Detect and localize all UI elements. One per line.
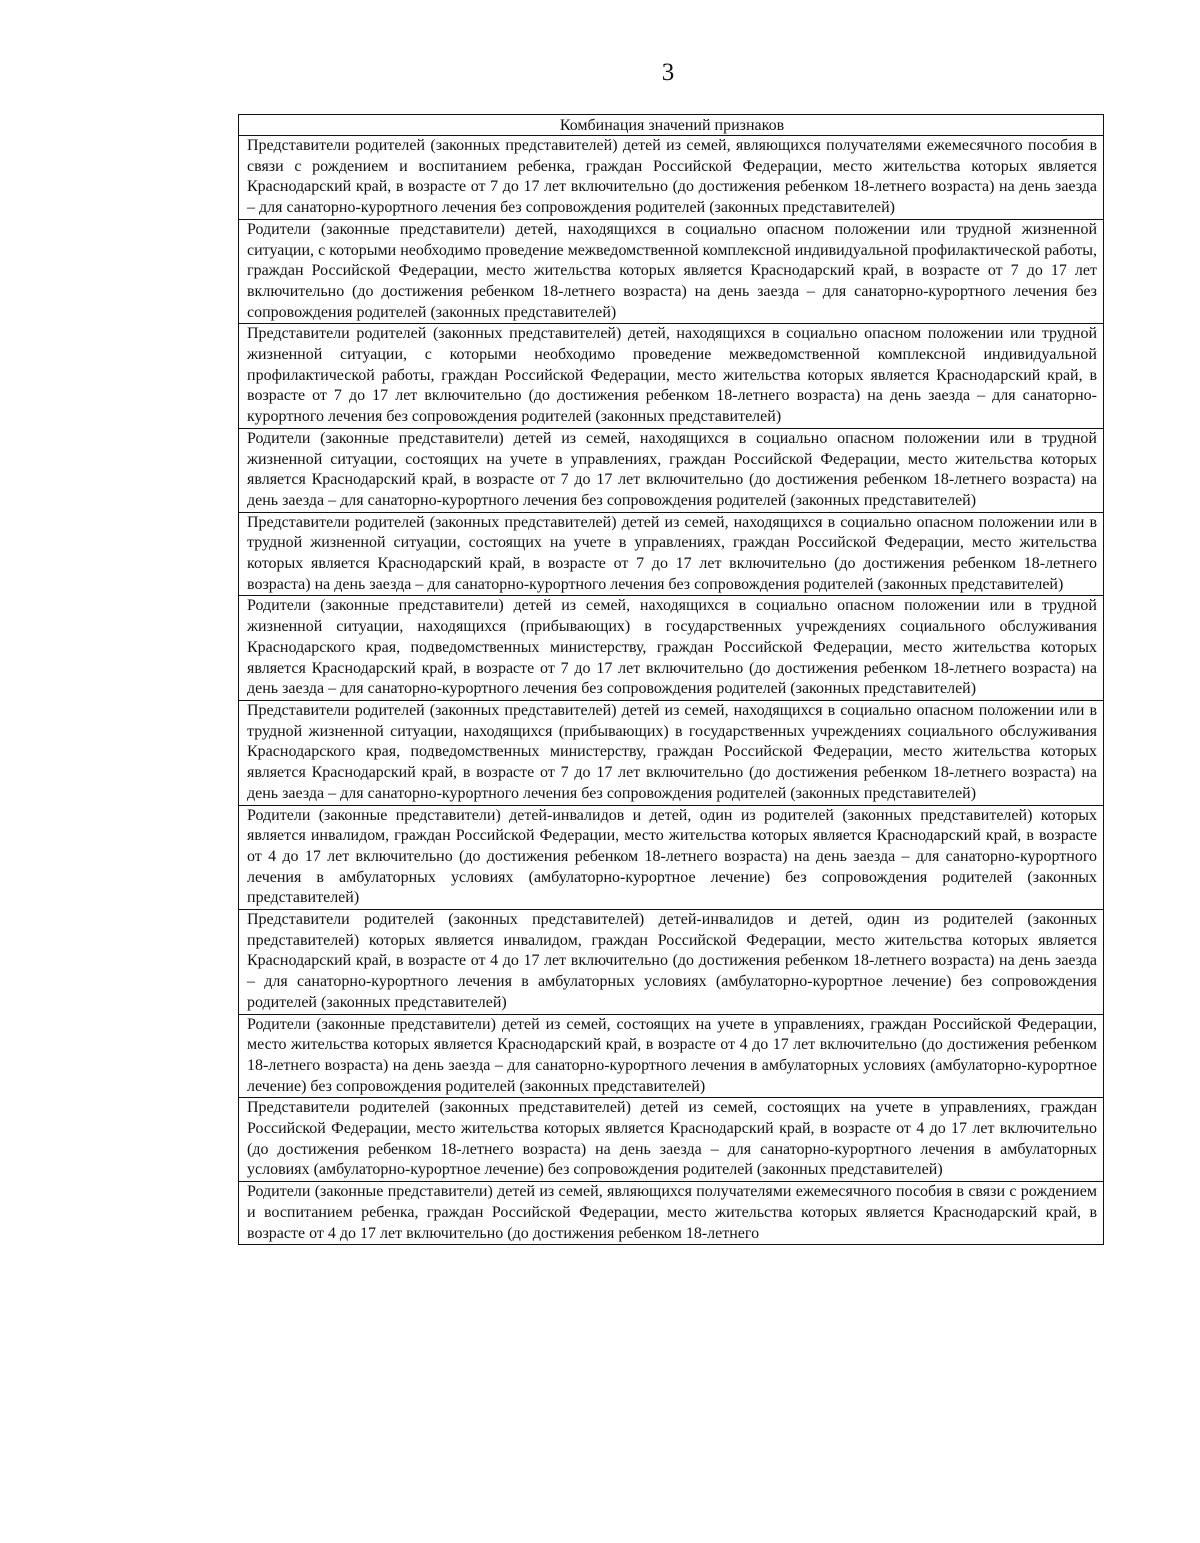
table-row: [239, 1014, 1104, 1098]
table-cell: Родители (законные представители) детей из семей, состоящих на учете в управлениях, граждан Российской Федерации, место жительства которых является Краснодарский край, в возрасте от 4 до 17 лет включительно (до достижения ребенком 18-летнего возраста) на день заезда – для санаторно-курортного лечения в амбулаторных условиях (амбулаторно-курортное лечение) без сопровождения родителей (законных представителей): [239, 1014, 1104, 1098]
page-number: 3: [661, 59, 675, 86]
table-cell: Родители (законные представители) детей-инвалидов и детей, один из родителей (законных представителей) которых является инвалидом, граждан Российской Федерации, место жительства которых является Краснодарский край, в возрасте от 4 до 17 лет включительно (до достижения ребенком 18-летнего возраста) на день заезда – для санаторно-курортного лечения в амбулаторных условиях (амбулаторно-курортное лечение) без сопровождения родителей (законных представителей): [239, 805, 1104, 910]
table-header-row: [239, 115, 1104, 136]
table-cell: Родители (законные представители) детей, находящихся в социально опасном положении или трудной жизненной ситуации, с которыми необходимо проведение межведомственной комплексной индивидуальной профилактической работы, граждан Российской Федерации, место жительства которых является Краснодарский край, в возрасте от 7 до 17 лет включительно (до достижения ребенком 18-летнего возраста) на день заезда – для санаторно-курортного лечения без сопровождения родителей (законных представителей): [239, 219, 1104, 324]
table-row: [239, 1098, 1104, 1182]
table-row: [239, 219, 1104, 324]
table-row: [239, 512, 1104, 596]
table-cell: Родители (законные представители) детей из семей, находящихся в социально опасном положении или в трудной жизненной ситуации, находящихся (прибывающих) в государственных учреждениях социального обслуживания Краснодарского края, подведомственных министерству, граждан Российской Федерации, место жительства которых является Краснодарский край, в возрасте от 7 до 17 лет включительно (до достижения ребенком 18-летнего возраста) на день заезда – для санаторно-курортного лечения без сопровождения родителей (законных представителей): [239, 596, 1104, 701]
table-cell: Представители родителей (законных представителей) детей-инвалидов и детей, один из родителей (законных представителей) которых является инвалидом, граждан Российской Федерации, место жительства которых является Краснодарский край, в возрасте от 4 до 17 лет включительно (до достижения ребенком 18-летнего возраста) на день заезда – для санаторно-курортного лечения в амбулаторных условиях (амбулаторно-курортное лечение) без сопровождения родителей (законных представителей): [239, 910, 1104, 1015]
table-row: [239, 700, 1104, 805]
criteria-table: [238, 114, 1104, 1245]
table-cell: Представители родителей (законных представителей) детей из семей, состоящих на учете в управлениях, граждан Российской Федерации, место жительства которых является Краснодарский край, в возрасте от 4 до 17 лет включительно (до достижения ребенком 18-летнего возраста) на день заезда – для санаторно-курортного лечения в амбулаторных условиях (амбулаторно-курортное лечение) без сопровождения родителей (законных представителей): [239, 1098, 1104, 1182]
table-row: [239, 428, 1104, 512]
table-cell: Представители родителей (законных представителей) детей из семей, являющихся получателями ежемесячного пособия в связи с рождением и воспитанием ребенка, граждан Российской Федерации, место жительства которых является Краснодарский край, в возрасте от 7 до 17 лет включительно (до достижения ребенком 18-летнего возраста) на день заезда – для санаторно-курортного лечения без сопровождения родителей (законных представителей): [239, 136, 1104, 220]
table-cell: Представители родителей (законных представителей) детей из семей, находящихся в социально опасном положении или в трудной жизненной ситуации, находящихся (прибывающих) в государственных учреждениях социального обслуживания Краснодарского края, подведомственных министерству, граждан Российской Федерации, место жительства которых является Краснодарский край, в возрасте от 7 до 17 лет включительно (до достижения ребенком 18-летнего возраста) на день заезда – для санаторно-курортного лечения без сопровождения родителей (законных представителей): [239, 700, 1104, 805]
table-header: Комбинация значений признаков: [239, 115, 1104, 136]
table-row: [239, 910, 1104, 1015]
table-row: [239, 1182, 1104, 1245]
table-row: [239, 136, 1104, 220]
table-cell: Родители (законные представители) детей из семей, находящихся в социально опасном положении или в трудной жизненной ситуации, состоящих на учете в управлениях, граждан Российской Федерации, место жительства которых является Краснодарский край, в возрасте от 7 до 17 лет включительно (до достижения ребенком 18-летнего возраста) на день заезда – для санаторно-курортного лечения без сопровождения родителей (законных представителей): [239, 428, 1104, 512]
table-row: [239, 805, 1104, 910]
table-cell: Представители родителей (законных представителей) детей, находящихся в социально опасном положении или трудной жизненной ситуации, с которыми необходимо проведение межведомственной комплексной индивидуальной профилактической работы, граждан Российской Федерации, место жительства которых является Краснодарский край, в возрасте от 7 до 17 лет включительно (до достижения ребенком 18-летнего возраста) на день заезда – для санаторно-курортного лечения без сопровождения родителей (законных представителей): [239, 324, 1104, 429]
table-cell: Родители (законные представители) детей из семей, являющихся получателями ежемесячного пособия в связи с рождением и воспитанием ребенка, граждан Российской Федерации, место жительства которых является Краснодарский край, в возрасте от 4 до 17 лет включительно (до достижения ребенком 18-летнего: [239, 1182, 1104, 1245]
table-row: [239, 324, 1104, 429]
table-cell: Представители родителей (законных представителей) детей из семей, находящихся в социально опасном положении или в трудной жизненной ситуации, состоящих на учете в управлениях, граждан Российской Федерации, место жительства которых является Краснодарский край, в возрасте от 7 до 17 лет включительно (до достижения ребенком 18-летнего возраста) на день заезда – для санаторно-курортного лечения без сопровождения родителей (законных представителей): [239, 512, 1104, 596]
table-row: [239, 596, 1104, 701]
